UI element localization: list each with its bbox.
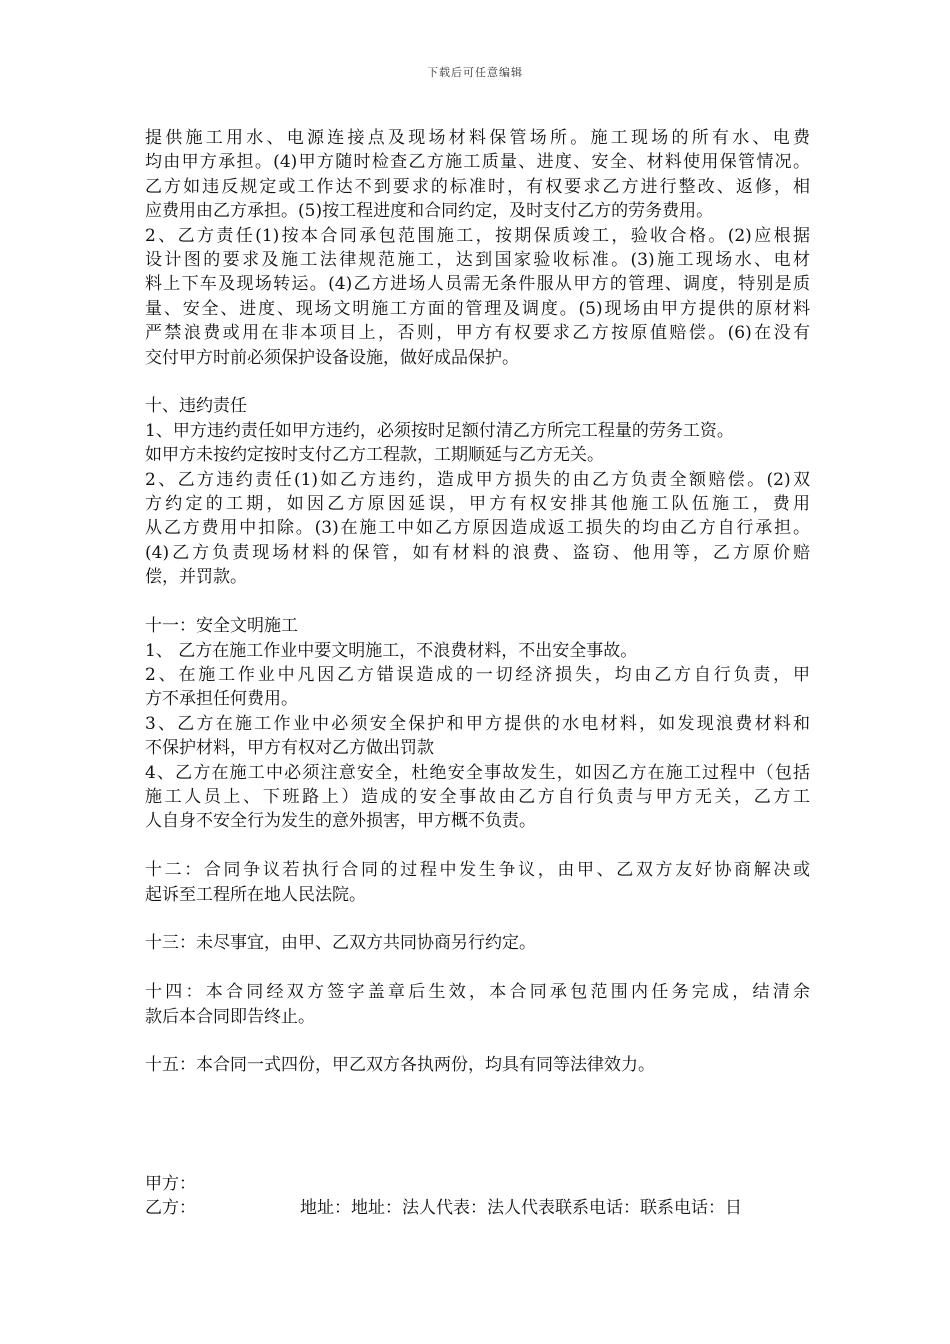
text-line: 设计图的要求及施工法律规范施工，达到国家验收标准。(3)施工现场水、电材 bbox=[145, 250, 810, 271]
text-line: 不保护材料，甲方有权对乙方做出罚款 bbox=[145, 738, 434, 759]
text-line: 施工人员上、下班路上）造成的安全事故由乙方自行负责与甲方无关，乙方工 bbox=[145, 786, 810, 807]
text-line: 量、安全、进度、现场文明施工方面的管理及调度。(5)现场由甲方提供的原材料 bbox=[145, 298, 810, 319]
text-line: 方不承担任何费用。 bbox=[145, 689, 298, 710]
text-line: 款后本合同即告终止。 bbox=[145, 1006, 315, 1027]
text-line: 1、甲方违约责任如甲方违约，必须按时足额付清乙方所完工程量的劳务工资。 bbox=[145, 420, 734, 441]
party-b-fields: 地址：地址：法人代表：法人代表联系电话：联系电话：日 bbox=[300, 1198, 742, 1218]
party-b-label: 乙方： bbox=[145, 1198, 196, 1218]
text-line: 4、乙方在施工中必须注意安全，杜绝安全事故发生，如因乙方在施工过程中（包括 bbox=[145, 762, 810, 783]
text-line: 人自身不安全行为发生的意外损害，甲方概不负责。 bbox=[145, 811, 536, 832]
text-line: 均由甲方承担。(4)甲方随时检查乙方施工质量、进度、安全、材料使用保管情况。 bbox=[145, 152, 810, 173]
text-line: 偿，并罚款。 bbox=[145, 567, 247, 588]
text-line: 十三：未尽事宜，由甲、乙双方共同协商另行约定。 bbox=[145, 933, 536, 954]
document-body bbox=[145, 126, 810, 1078]
text-line: 起诉至工程所在地人民法院。 bbox=[145, 884, 366, 905]
text-line: 2、乙方违约责任(1)如乙方违约，造成甲方损失的由乙方负责全额赔偿。(2)双 bbox=[145, 469, 810, 490]
text-line: 方约定的工期，如因乙方原因延误，甲方有权安排其他施工队伍施工，费用 bbox=[145, 494, 810, 515]
text-line: 十二：合同争议若执行合同的过程中发生争议，由甲、乙双方友好协商解决或 bbox=[145, 860, 810, 881]
text-line: 料上下车及现场转运。(4)乙方进场人员需无条件服从甲方的管理、调度，特别是质 bbox=[145, 274, 810, 295]
text-line: 十五：本合同一式四份，甲乙双方各执两份，均具有同等法律效力。 bbox=[145, 1055, 655, 1076]
blank-line bbox=[145, 590, 810, 614]
party-a-label: 甲方： bbox=[145, 1174, 196, 1194]
blank-line bbox=[145, 1029, 810, 1053]
page-header: 下载后可任意编辑 bbox=[427, 66, 523, 79]
blank-line bbox=[145, 907, 810, 931]
text-line: 严禁浪费或用在非本项目上，否则，甲方有权要求乙方按原值赔偿。(6)在没有 bbox=[145, 323, 810, 344]
text-line: 交付甲方时前必须保护设备设施，做好成品保护。 bbox=[145, 347, 519, 368]
text-line: 提供施工用水、电源连接点及现场材料保管场所。施工现场的所有水、电费 bbox=[145, 128, 810, 148]
text-line: 十、违约责任 bbox=[145, 396, 247, 417]
text-line: 从乙方费用中扣除。(3)在施工中如乙方原因造成返工损失的均由乙方自行承担。 bbox=[145, 518, 810, 539]
text-line: 如甲方未按约定按时支付乙方工程款，工期顺延与乙方无关。 bbox=[145, 445, 604, 466]
text-line: 1、 乙方在施工作业中要文明施工，不浪费材料，不出安全事故。 bbox=[145, 640, 638, 661]
text-line: 2、在施工作业中凡因乙方错误造成的一切经济损失，均由乙方自行负责，甲 bbox=[145, 664, 810, 685]
text-line: 十一：安全文明施工 bbox=[145, 616, 298, 637]
blank-line bbox=[145, 956, 810, 980]
text-line: (4)乙方负责现场材料的保管，如有材料的浪费、盗窃、他用等，乙方原价赔 bbox=[145, 542, 810, 563]
blank-line bbox=[145, 370, 810, 394]
text-line: 3、乙方在施工作业中必须安全保护和甲方提供的水电材料，如发现浪费材料和 bbox=[145, 713, 810, 734]
text-line: 十四：本合同经双方签字盖章后生效，本合同承包范围内任务完成，结清余 bbox=[145, 982, 810, 1003]
text-line: 应费用由乙方承担。(5)按工程进度和合同约定，及时支付乙方的劳务费用。 bbox=[145, 201, 714, 222]
text-line: 2、乙方责任(1)按本合同承包范围施工，按期保质竣工，验收合格。(2)应根据 bbox=[145, 225, 810, 246]
blank-line bbox=[145, 834, 810, 858]
text-line: 乙方如违反规定或工作达不到要求的标准时，有权要求乙方进行整改、返修，相 bbox=[145, 176, 810, 197]
